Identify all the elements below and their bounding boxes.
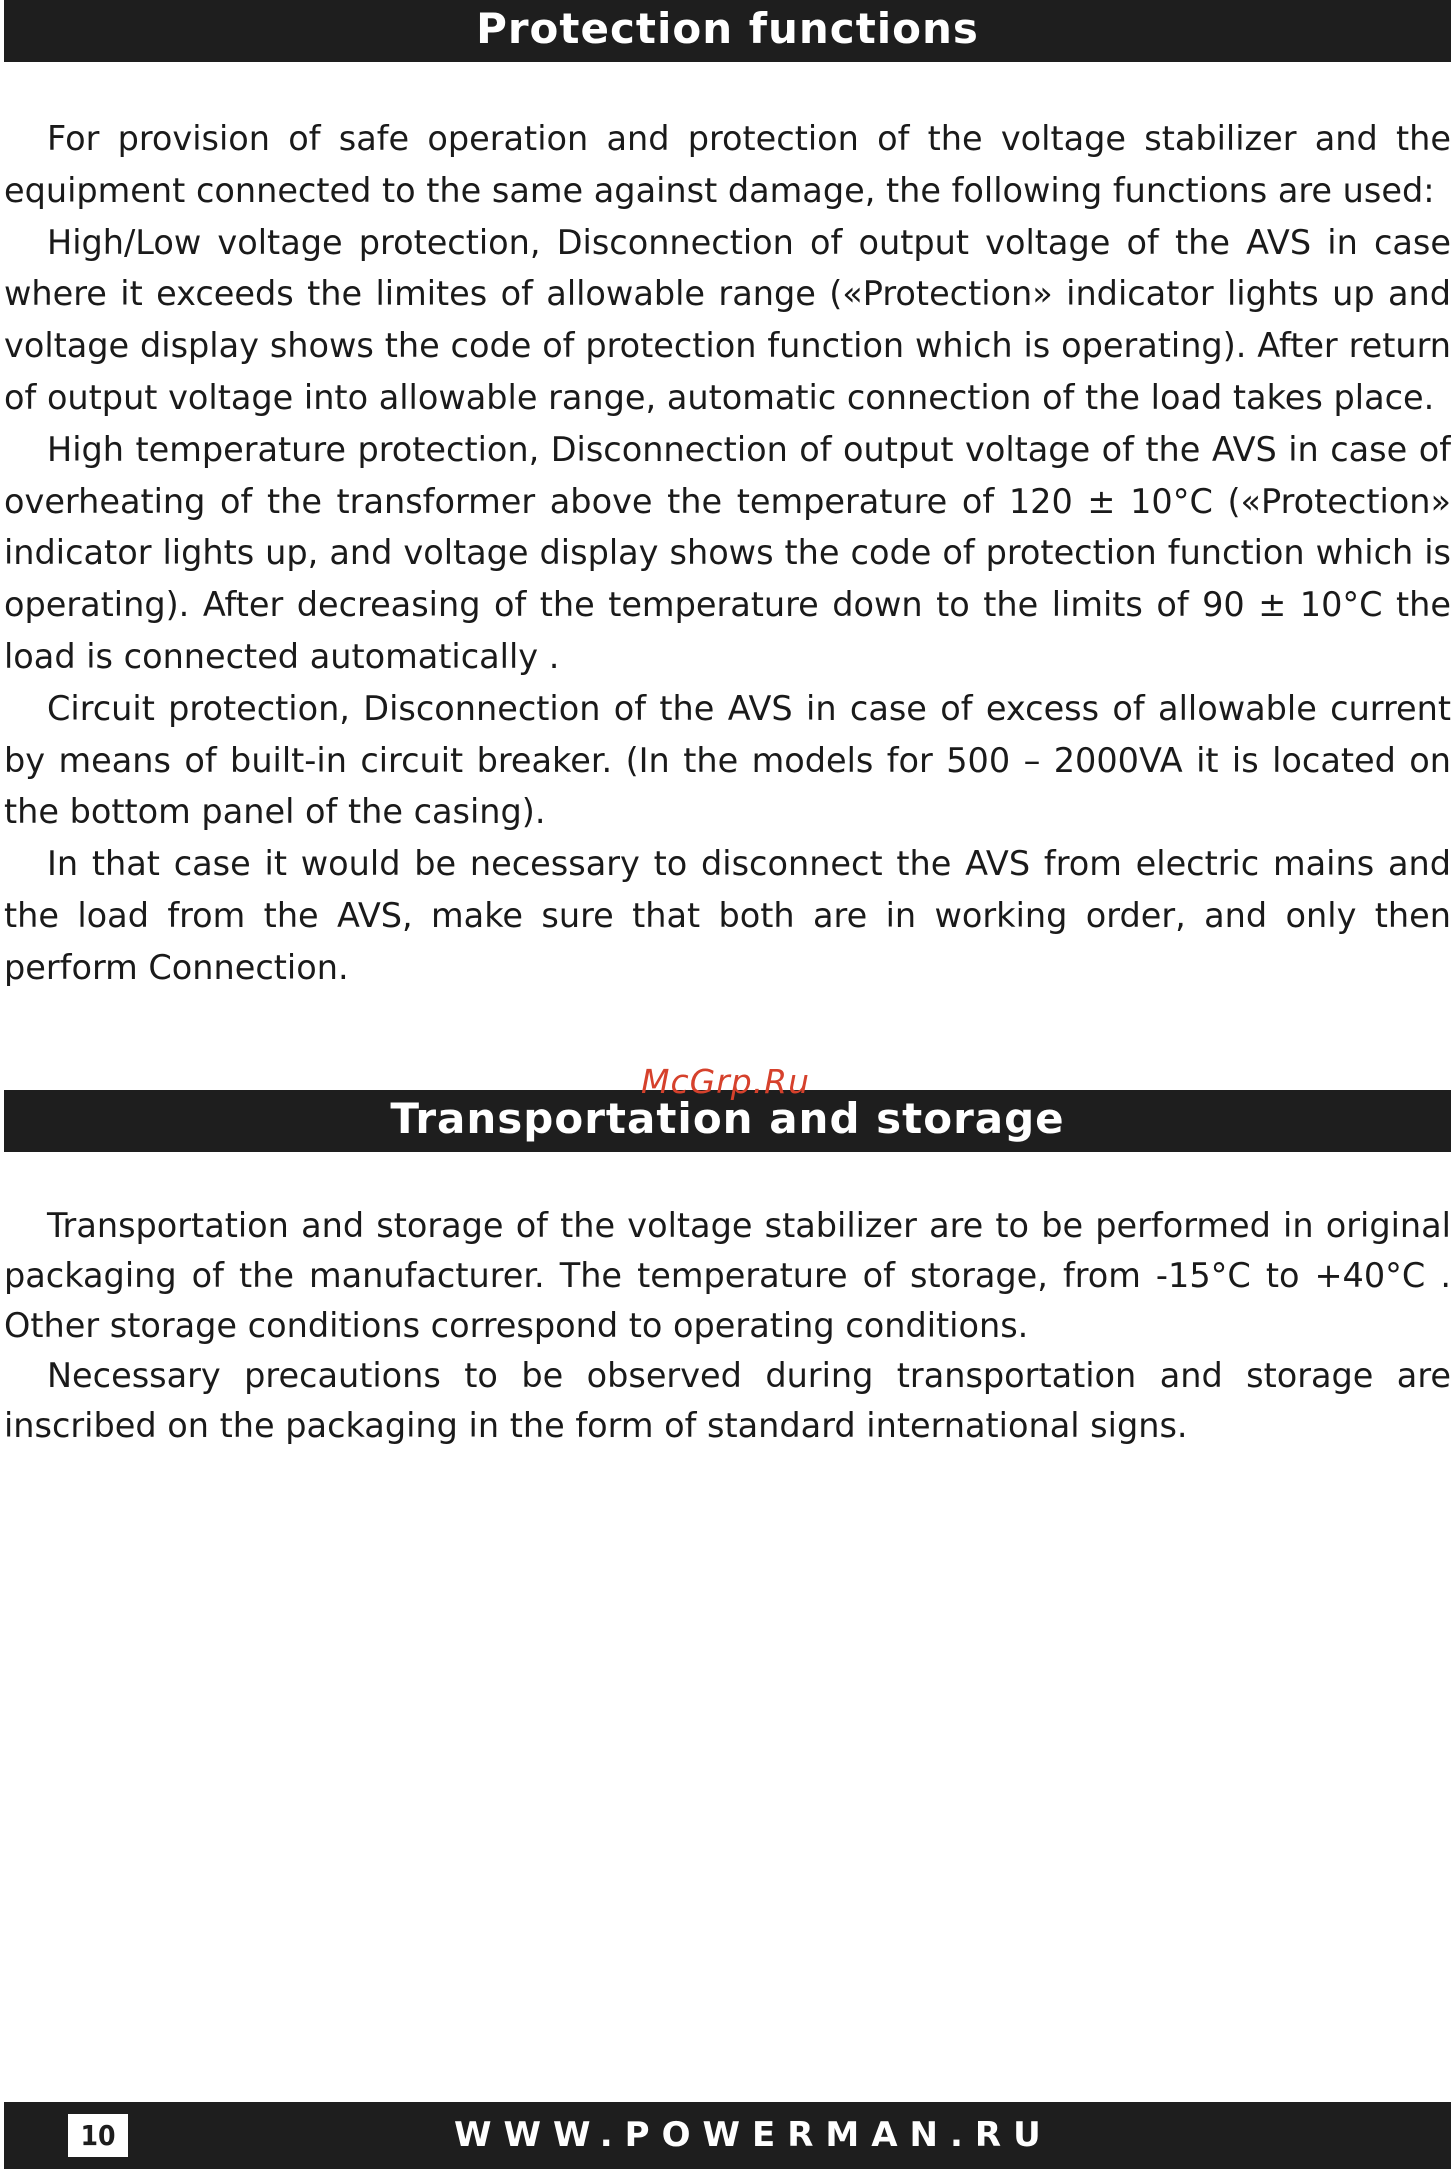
- paragraph: For provision of safe operation and protection of the voltage stabilizer and the equipment connected to the same against damage, the following functions are used:: [4, 119, 1451, 210]
- section-header-protection: [4, 0, 1451, 62]
- website-link[interactable]: WWW.POWERMAN.RU: [454, 2115, 1053, 2155]
- page-number: 10: [68, 2114, 128, 2157]
- paragraph: Circuit protection, Disconnection of the AVS in case of excess of allowable current by means of built-in circuit breaker. (In the models for 500 – 2000VA it is located on the bottom panel of the casing).: [4, 688, 1451, 832]
- section-title-protection: Protection functions: [476, 4, 979, 53]
- paragraph: Transportation and storage of the voltage stabilizer are to be performed in original packaging of the manufacturer. The temperature of storage, from -15°C to +40°C . Other storage conditions correspond to operating conditions.: [4, 1206, 1451, 1345]
- paragraph: Necessary precautions to be observed during transportation and storage are inscribed on the packaging in the form of standard international signs.: [4, 1356, 1451, 1445]
- watermark: McGrp.Ru: [640, 1062, 811, 1101]
- paragraph: High temperature protection, Disconnection of output voltage of the AVS in case of overheating of the transformer above the temperature of 120 ± 10°C («Protection» indicator lights up, and voltage display shows the code of protection function which is operating). After decreasing of the temperature down to the limits of 90 ± 10°C the load is connected automatically .: [4, 429, 1451, 676]
- paragraph: High/Low voltage protection, Disconnection of output voltage of the AVS in case where it exceeds the limites of allowable range («Protection» indicator lights up and voltage display shows the code of protection function which is operating). After return of output voltage into allowable range, automatic connection of the load takes place.: [4, 222, 1451, 417]
- paragraph: In that case it would be necessary to disconnect the AVS from electric mains and the load from the AVS, make sure that both are in working order, and only then perform Connection.: [4, 844, 1451, 987]
- transport-section-body: [4, 1201, 1451, 1451]
- page-footer: [4, 2102, 1451, 2169]
- section-title-transport: Transportation and storage: [390, 1094, 1065, 1143]
- protection-section-body: [4, 113, 1451, 994]
